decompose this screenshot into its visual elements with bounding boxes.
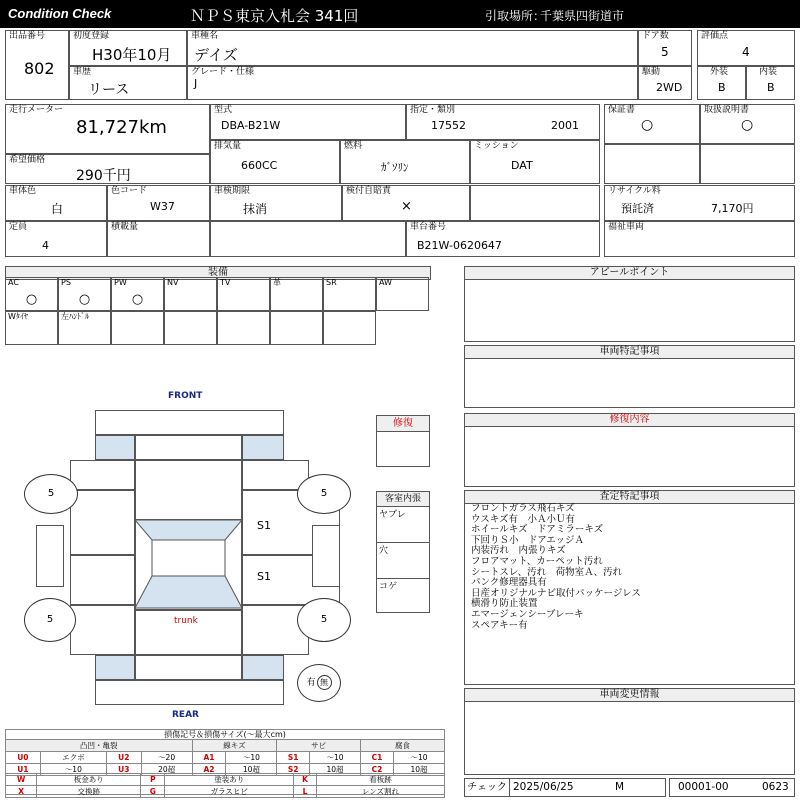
equipment-item: [217, 311, 270, 345]
roof-inner: [152, 540, 225, 576]
score: 4: [742, 45, 750, 59]
legend-code: C2: [360, 764, 393, 776]
welfare-label: 福祉車両: [608, 222, 645, 232]
left-rear-door: [70, 555, 135, 605]
mileage: 81,727km: [76, 117, 167, 138]
legend-title: 損傷記号＆損傷サイズ(〜最大cm): [164, 730, 286, 739]
legend-code: K: [294, 774, 317, 786]
change-title: 車両変更情報: [465, 689, 794, 702]
model-label: 型式: [214, 105, 233, 115]
trunk-label: trunk: [174, 616, 198, 626]
inspector-note: ウスキズ有 小Ａ小Ｕ有: [471, 513, 576, 525]
tire-front-right-value: 5: [320, 488, 328, 499]
exterior: B: [718, 81, 726, 94]
legend-code: G: [141, 786, 165, 798]
equipment-item-label: Wﾀｲﾔ: [8, 312, 28, 321]
equipment-item: [323, 277, 376, 311]
equipment-item-mark: ○: [131, 292, 144, 307]
front-left-corner: [95, 435, 135, 460]
color-code-label: 色コード: [111, 186, 148, 196]
pickup-value: 千葉県四街道市: [540, 9, 625, 23]
cabin-item-tear-label: ヤブレ: [379, 510, 406, 520]
tire-front-left: [24, 474, 78, 514]
change-panel: [464, 688, 795, 775]
repair-content-title: 修復内容: [465, 414, 794, 427]
drive-label: 駆動: [642, 67, 661, 77]
manual-cell: [700, 104, 795, 144]
capacity: 4: [42, 239, 49, 252]
chassis-label: 車台番号: [410, 222, 447, 232]
legend-code: U1: [6, 764, 41, 776]
tire-rear-left: [24, 598, 76, 642]
legend-group-corrosion: 腐食: [360, 740, 444, 752]
repair-content-panel: [464, 413, 795, 487]
grade-cell: [187, 66, 638, 100]
category: 2001: [551, 119, 579, 132]
rear-bumper-panel: [95, 680, 284, 705]
equipment-item-label: TV: [220, 278, 231, 287]
chassis: B21W-0620647: [417, 239, 502, 252]
mission-cell: [470, 140, 600, 184]
legend-desc: 看板跡: [316, 774, 444, 786]
spare-tire: [297, 664, 341, 702]
recycle-status: 預託済: [621, 202, 654, 215]
manual-blank-cell: [700, 144, 795, 184]
fuel: ｶﾞｿﾘﾝ: [381, 161, 409, 174]
header-left-title: Condition Check: [8, 6, 112, 21]
inspector-note: 内装汚れ 内張りキズ: [471, 545, 566, 557]
doors-label: ドア数: [642, 31, 669, 41]
inspector-note: フロントガラス飛石キズ: [471, 503, 575, 514]
equipment-item-mark: ○: [78, 292, 91, 307]
footer-number: 0623: [762, 781, 789, 793]
equipment-item: [58, 277, 111, 311]
fuel-label: 燃料: [344, 141, 363, 151]
legend-row: [6, 752, 445, 764]
hope-price-label: 希望価格: [9, 155, 46, 165]
car-name-label: 車種名: [191, 31, 219, 41]
inspector-panel: [464, 490, 795, 685]
insurance-cell: [342, 185, 470, 221]
legend-desc: 10超: [394, 764, 445, 776]
check-label: チェック: [465, 779, 510, 796]
equipment-item-label: 左ﾊﾝﾄﾞﾙ: [61, 312, 89, 321]
equipment-item: [111, 277, 164, 311]
color-code-cell: [107, 185, 210, 221]
legend-code: U3: [106, 764, 141, 776]
legend-row: [6, 774, 445, 786]
mileage-cell: [5, 104, 210, 154]
legend-desc: ガラスヒビ: [165, 786, 294, 798]
rear-window: [135, 576, 242, 608]
legend-row: [6, 786, 445, 798]
inspector-note: フロアマット、カーペット汚れ: [471, 555, 603, 567]
legend-group-dent: 凸凹・亀裂: [6, 740, 193, 752]
score-cell: [697, 30, 795, 66]
chassis-cell: [406, 221, 600, 257]
equipment-item-label: PW: [114, 278, 127, 287]
mission: DAT: [511, 159, 533, 172]
inspector-note: 日産オリジナルナビ取付パッケージレス: [471, 587, 641, 599]
displacement: 660CC: [241, 159, 278, 172]
glass-svg: [135, 520, 242, 610]
legend-desc: 〜10: [40, 764, 106, 776]
first-reg: H30年10月: [92, 46, 172, 64]
legend-desc: 〜10: [394, 752, 445, 764]
legend-desc: 20超: [141, 764, 192, 776]
tire-front-left-value: 5: [47, 488, 55, 499]
legend-group-rust: サビ: [277, 740, 361, 752]
model-cell: [210, 104, 406, 140]
inspector-code: M: [615, 781, 625, 793]
legend-code: W: [6, 774, 37, 786]
inspector-title: 査定特記事項: [465, 491, 794, 504]
seat-mark-1: S1: [257, 519, 271, 532]
footer-code-value: 00001-00: [678, 781, 729, 793]
insurance: ×: [401, 199, 412, 214]
recycle-label: リサイクル料: [608, 186, 661, 196]
warranty: ○: [641, 117, 654, 133]
model: DBA-B21W: [221, 119, 281, 132]
designation-label: 指定・類別: [410, 105, 456, 115]
spare-label: 有: [306, 678, 316, 688]
legend-desc: 10超: [310, 764, 361, 776]
equipment-item: [164, 311, 217, 345]
legend-code: A2: [192, 764, 226, 776]
tire-front-right: [297, 474, 351, 514]
capacity-cell: [5, 221, 107, 257]
equipment-item: [323, 311, 376, 345]
legend-desc: 塗装あり: [165, 774, 294, 786]
equipment-item-label: SR: [326, 278, 337, 287]
legend-code: X: [6, 786, 37, 798]
repair-box-title: 修復: [377, 416, 429, 432]
blank-row3-cell: [470, 185, 600, 221]
tire-rear-right-value: 5: [320, 614, 328, 625]
left-front-fender: [70, 460, 135, 490]
legend-body-2: [6, 774, 445, 798]
drive: 2WD: [656, 81, 683, 94]
equipment-item: [5, 311, 58, 345]
designation: 17552: [431, 119, 466, 132]
equipment-item: [5, 277, 58, 311]
warranty-cell: [604, 104, 700, 144]
appeal-panel: [464, 266, 795, 342]
doors: 5: [661, 45, 669, 59]
cabin-box: [376, 491, 430, 613]
legend-desc: 板金あり: [37, 774, 141, 786]
hope-price: 290千円: [76, 168, 131, 184]
side-mirror-right: [312, 525, 340, 587]
front-label: FRONT: [168, 391, 203, 401]
interior: B: [767, 81, 775, 94]
displacement-cell: [210, 140, 340, 184]
cabin-title: 客室内張: [377, 492, 429, 507]
grade: J: [194, 77, 198, 90]
lot-number-label: 出品番号: [9, 31, 46, 41]
car-name-cell: [187, 30, 638, 66]
doors-cell: [638, 30, 692, 66]
score-label: 評価点: [701, 31, 729, 41]
manual-label: 取扱説明書: [704, 105, 750, 115]
lot-number-cell: [5, 30, 69, 100]
inspector-note: 横滑り防止装置: [471, 598, 538, 610]
load-label: 積載量: [111, 222, 139, 232]
warranty-label: 保証書: [608, 105, 636, 115]
legend-desc: 交換跡: [37, 786, 141, 798]
exterior-label: 外装: [710, 67, 729, 77]
equipment-item: [270, 311, 323, 345]
inspector-note: エマージェンシーブレーキ: [471, 608, 584, 620]
legend-code: A1: [192, 752, 226, 764]
warranty-blank-cell: [604, 144, 700, 184]
side-mirror-left: [36, 525, 64, 587]
equipment-item: [164, 277, 217, 311]
legend-group-row: [6, 740, 445, 752]
cabin-item-burn: [377, 578, 429, 612]
inspector-notes: [471, 504, 641, 631]
inspection-label: 車検期限: [214, 186, 251, 196]
exterior-cell: [697, 66, 746, 100]
mission-label: ミッション: [474, 141, 519, 151]
legend-code: C1: [360, 752, 393, 764]
color-cell: [5, 185, 107, 221]
color-label: 車体色: [9, 186, 37, 196]
history-label: 車歴: [73, 67, 92, 77]
special-title: 車両特記事項: [465, 346, 794, 359]
rear-left-corner: [95, 655, 135, 680]
cabin-item-burn-label: コゲ: [379, 582, 398, 592]
rear-center-panel: [135, 655, 242, 680]
legend-group-scratch: 線キズ: [192, 740, 277, 752]
front-right-corner: [242, 435, 284, 460]
equipment-item: [58, 311, 111, 345]
lot-number: 802: [24, 59, 55, 78]
first-reg-cell: [69, 30, 187, 66]
legend-table-2: [5, 773, 445, 798]
interior-cell: [746, 66, 795, 100]
equipment-item-label: AW: [379, 278, 392, 287]
history: リース: [88, 82, 130, 98]
pickup-label: 引取場所：: [485, 9, 546, 23]
check-date: 2025/06/25: [513, 781, 574, 793]
repair-box: [376, 415, 430, 467]
appeal-title: アピールポイント: [465, 267, 794, 280]
inspector-note: シートスレ、汚れ 荷物室Ａ、汚れ: [471, 566, 623, 578]
cabin-item-tear: [377, 506, 429, 543]
equipment-item-label: PS: [61, 278, 71, 287]
manual: ○: [741, 117, 754, 133]
mileage-label: 走行メーター: [9, 105, 64, 115]
load-cell: [107, 221, 210, 257]
tire-rear-left-value: 5: [46, 614, 54, 625]
equipment-item: [270, 277, 323, 311]
capacity-label: 定員: [9, 222, 28, 232]
legend-code: S1: [277, 752, 310, 764]
inspection: 抹消: [243, 202, 268, 216]
inspector-note: スペアキー有: [471, 619, 528, 631]
tire-rear-right: [297, 598, 351, 642]
windshield: [135, 520, 242, 540]
special-panel: [464, 345, 795, 408]
inspector-note: ホイールキズ ドアミラーキズ: [471, 524, 604, 536]
left-rear-fender: [70, 605, 135, 655]
grade-label: グレード・仕様: [191, 67, 255, 77]
welfare-cell: [604, 221, 795, 257]
legend-code: P: [141, 774, 165, 786]
equipment-item-label: AC: [8, 278, 19, 287]
equipment-item: [376, 277, 429, 311]
equipment-item-mark: ○: [25, 292, 38, 307]
equipment-item: [217, 277, 270, 311]
legend-desc: 10超: [226, 764, 277, 776]
legend-desc: 〜20: [141, 752, 192, 764]
hope-price-cell: [5, 154, 210, 184]
cabin-item-hole: [377, 542, 429, 579]
header-center-title: ＮＰＳ東京入札会 341回: [190, 7, 359, 25]
cabin-item-hole-label: 穴: [379, 546, 389, 556]
legend-code: U0: [6, 752, 41, 764]
fuel-cell: [340, 140, 470, 184]
legend-code: U2: [106, 752, 141, 764]
legend-desc: 〜10: [226, 752, 277, 764]
color-code: W37: [150, 200, 175, 213]
inspector-note: 下回りＳ小 ドアエッジＡ: [471, 534, 585, 546]
inspector-note: パンク修理器具有: [471, 577, 547, 589]
seat-mark-2: S1: [257, 570, 271, 583]
first-reg-label: 初度登録: [73, 31, 110, 41]
recycle-cell: [604, 185, 795, 221]
color: 白: [51, 202, 64, 216]
drive-cell: [638, 66, 692, 100]
footer-code: [669, 778, 795, 797]
car-name: デイズ: [194, 46, 238, 64]
hood-front-panel: [135, 435, 242, 460]
blank-row3b-cell: [210, 221, 406, 257]
rear-right-corner: [242, 655, 284, 680]
legend-code: S2: [277, 764, 310, 776]
left-front-door: [70, 490, 135, 555]
legend-table: [5, 739, 445, 776]
legend-desc: エクボ: [40, 752, 106, 764]
equipment-item: [111, 311, 164, 345]
footer-check: [464, 778, 666, 797]
rear-label: REAR: [172, 710, 199, 720]
front-bumper-panel: [95, 410, 284, 435]
legend-body: [6, 752, 445, 776]
equipment-item-label: NV: [167, 278, 179, 287]
legend-desc: 〜10: [310, 752, 361, 764]
equipment-item-label: 革: [273, 278, 281, 287]
equipment-title: 装備: [5, 266, 431, 280]
legend-desc: レンズ割れ: [316, 786, 444, 798]
legend-code: L: [294, 786, 317, 798]
spare-mark: 無: [317, 675, 332, 690]
interior-label: 内装: [759, 67, 778, 77]
designation-cell: [406, 104, 600, 140]
inspection-cell: [210, 185, 342, 221]
header-bar: [0, 0, 800, 28]
displacement-label: 排気量: [214, 141, 242, 151]
recycle-amount: 7,170円: [711, 202, 754, 215]
hood-panel: [135, 460, 242, 520]
insurance-label: 検付自賠責: [346, 186, 392, 196]
history-cell: [69, 66, 187, 100]
